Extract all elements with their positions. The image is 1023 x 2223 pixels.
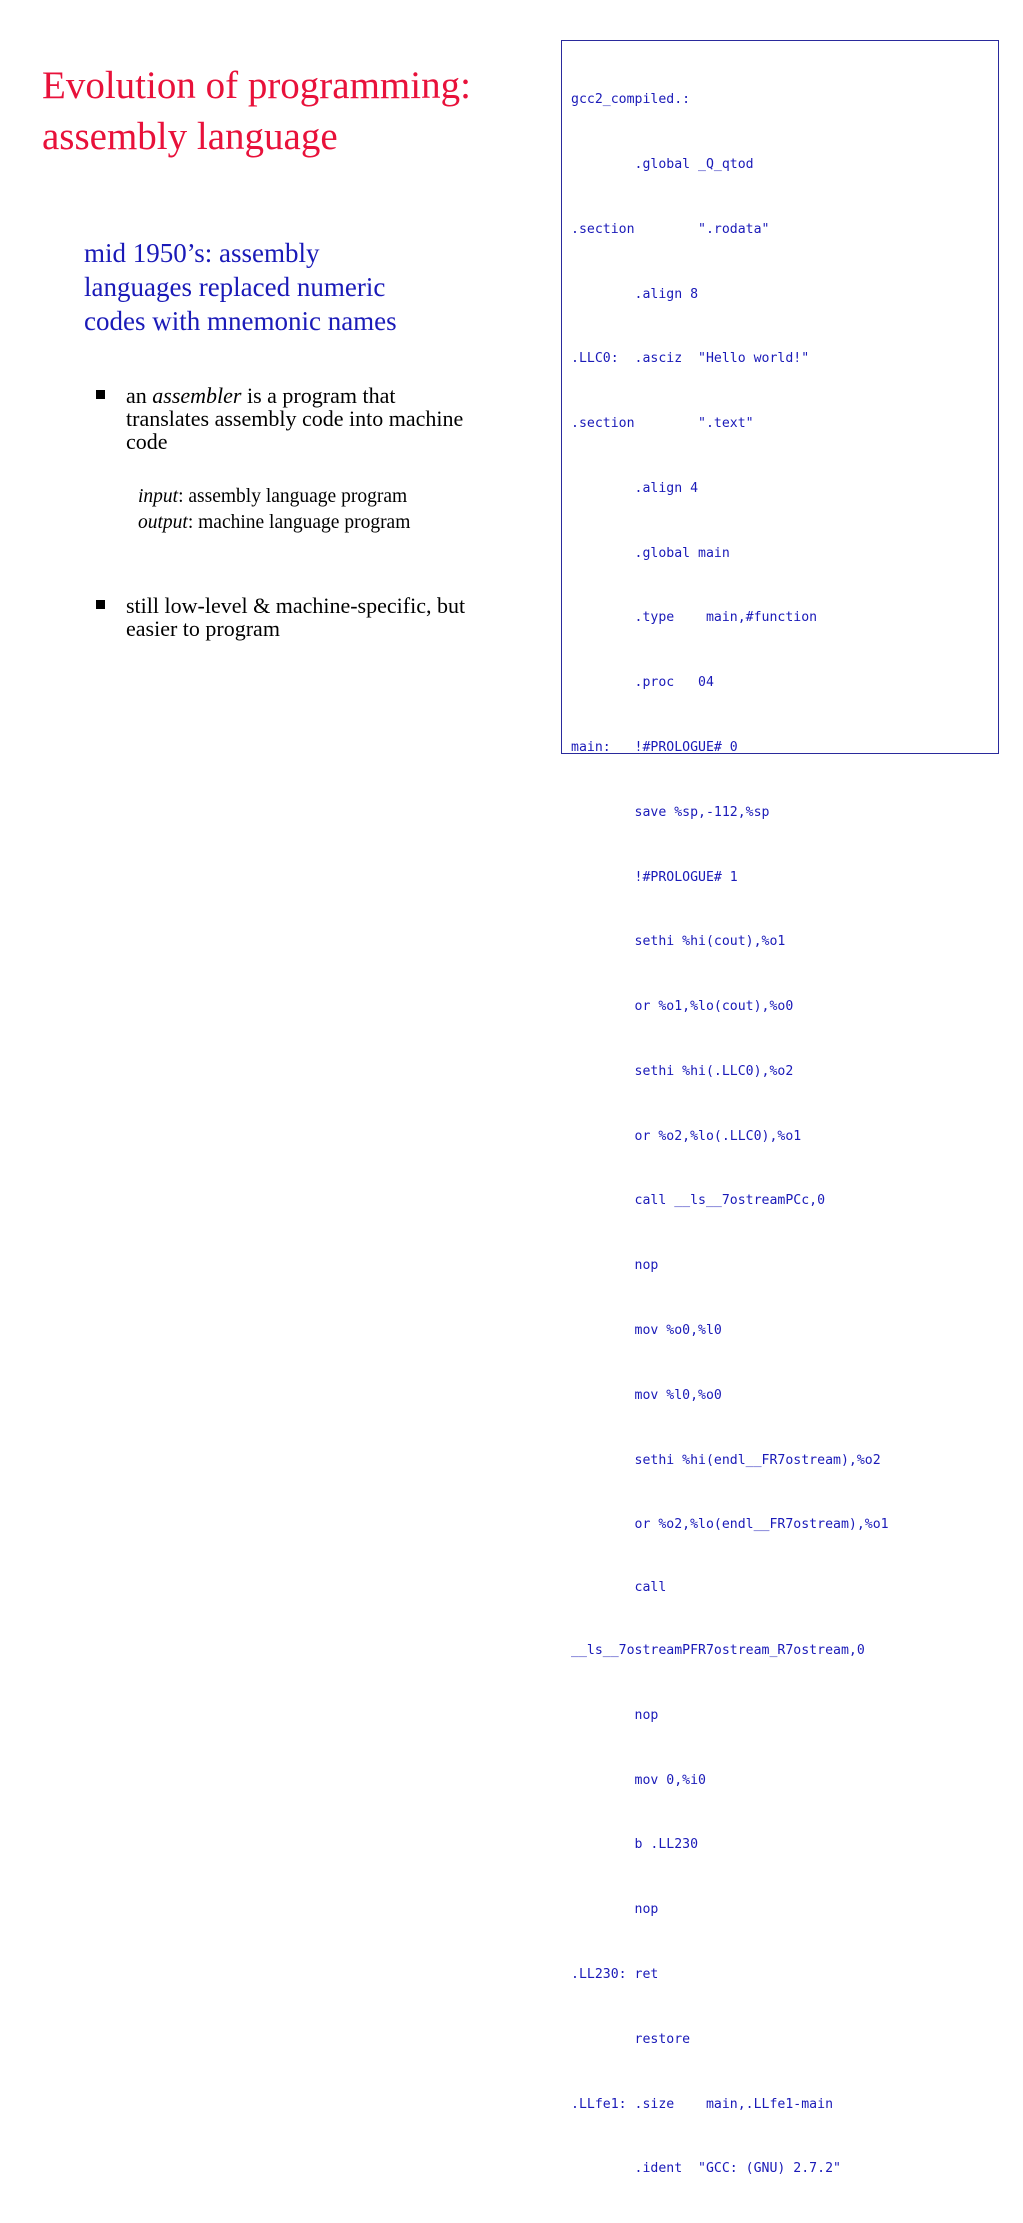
code-line: .global _Q_qtod [571,156,754,172]
slide-title-line: Evolution of programming: [42,64,471,107]
code-line: or %o1,%lo(cout),%o0 [571,999,794,1015]
code-line: sethi %hi(.LLC0),%o2 [571,1063,794,1079]
assembly-code-listing [571,46,889,2223]
subtitle-line: languages replaced numeric [84,272,386,302]
bullet-item [96,594,476,640]
square-bullet-icon [96,390,105,399]
slide-subtitle [84,236,484,338]
code-line: .type main,#function [571,610,818,626]
input-line [138,484,410,510]
code-line: nop [571,1902,659,1918]
input-text: : assembly language program [178,486,408,507]
code-line: sethi %hi(endl__FR7ostream),%o2 [571,1452,881,1468]
code-line: __ls__7ostreamPFR7ostream_R7ostream,0 [571,1643,865,1659]
code-line: .ident "GCC: (GNU) 2.7.2" [571,2161,841,2177]
code-line: .LL230: ret [571,1967,659,1983]
code-line: .LLfe1: .size main,.LLfe1-main [571,2096,834,2112]
code-line: gcc2_compiled.: [571,92,691,108]
bullet-text-prefix: an [126,383,153,408]
bullet-emphasis: assembler [152,383,242,408]
code-line: save %sp,-112,%sp [571,804,770,820]
code-line: mov 0,%i0 [571,1772,706,1788]
slide-title-line: assembly language [42,115,338,158]
output-label: output [138,512,188,533]
code-line: .section ".rodata" [571,221,770,237]
code-line: sethi %hi(cout),%o1 [571,934,786,950]
output-line [138,510,410,536]
code-line: mov %o0,%l0 [571,1323,722,1339]
code-line: .proc 04 [571,675,714,691]
code-line: main: !#PROLOGUE# 0 [571,740,738,755]
square-bullet-icon [96,600,105,609]
code-line: nop [571,1707,659,1723]
code-line: call __ls__7ostreamPCc,0 [571,1193,826,1209]
code-line: call [571,1580,667,1596]
code-line: .align 4 [571,480,699,496]
subtitle-line: codes with mnemonic names [84,306,397,336]
output-text: : machine language program [187,512,411,533]
code-line: or %o2,%lo(endl__FR7ostream),%o1 [571,1517,889,1533]
code-line: .global main [571,545,730,561]
bullet-text-rest: is a program that translates assembly code into machine code [126,383,464,454]
input-label: input [138,486,179,507]
slide-title [42,60,542,162]
code-line: restore [571,2031,691,2047]
bullet-text: still low-level & machine-specific, but easier to program [126,593,466,641]
assembly-code-panel [561,40,999,2177]
bullet-text [126,384,476,453]
code-line: b .LL230 [571,1837,699,1853]
code-line: nop [571,1258,659,1274]
code-line: .align 8 [571,286,699,302]
code-line: .section ".text" [571,416,754,432]
bullet-item [96,384,476,453]
io-description [138,484,410,536]
subtitle-line: mid 1950’s: assembly [84,238,320,268]
code-line: !#PROLOGUE# 1 [571,869,738,885]
code-line: .LLC0: .asciz "Hello world!" [571,351,810,367]
code-line: mov %l0,%o0 [571,1387,722,1403]
code-line: or %o2,%lo(.LLC0),%o1 [571,1128,802,1144]
